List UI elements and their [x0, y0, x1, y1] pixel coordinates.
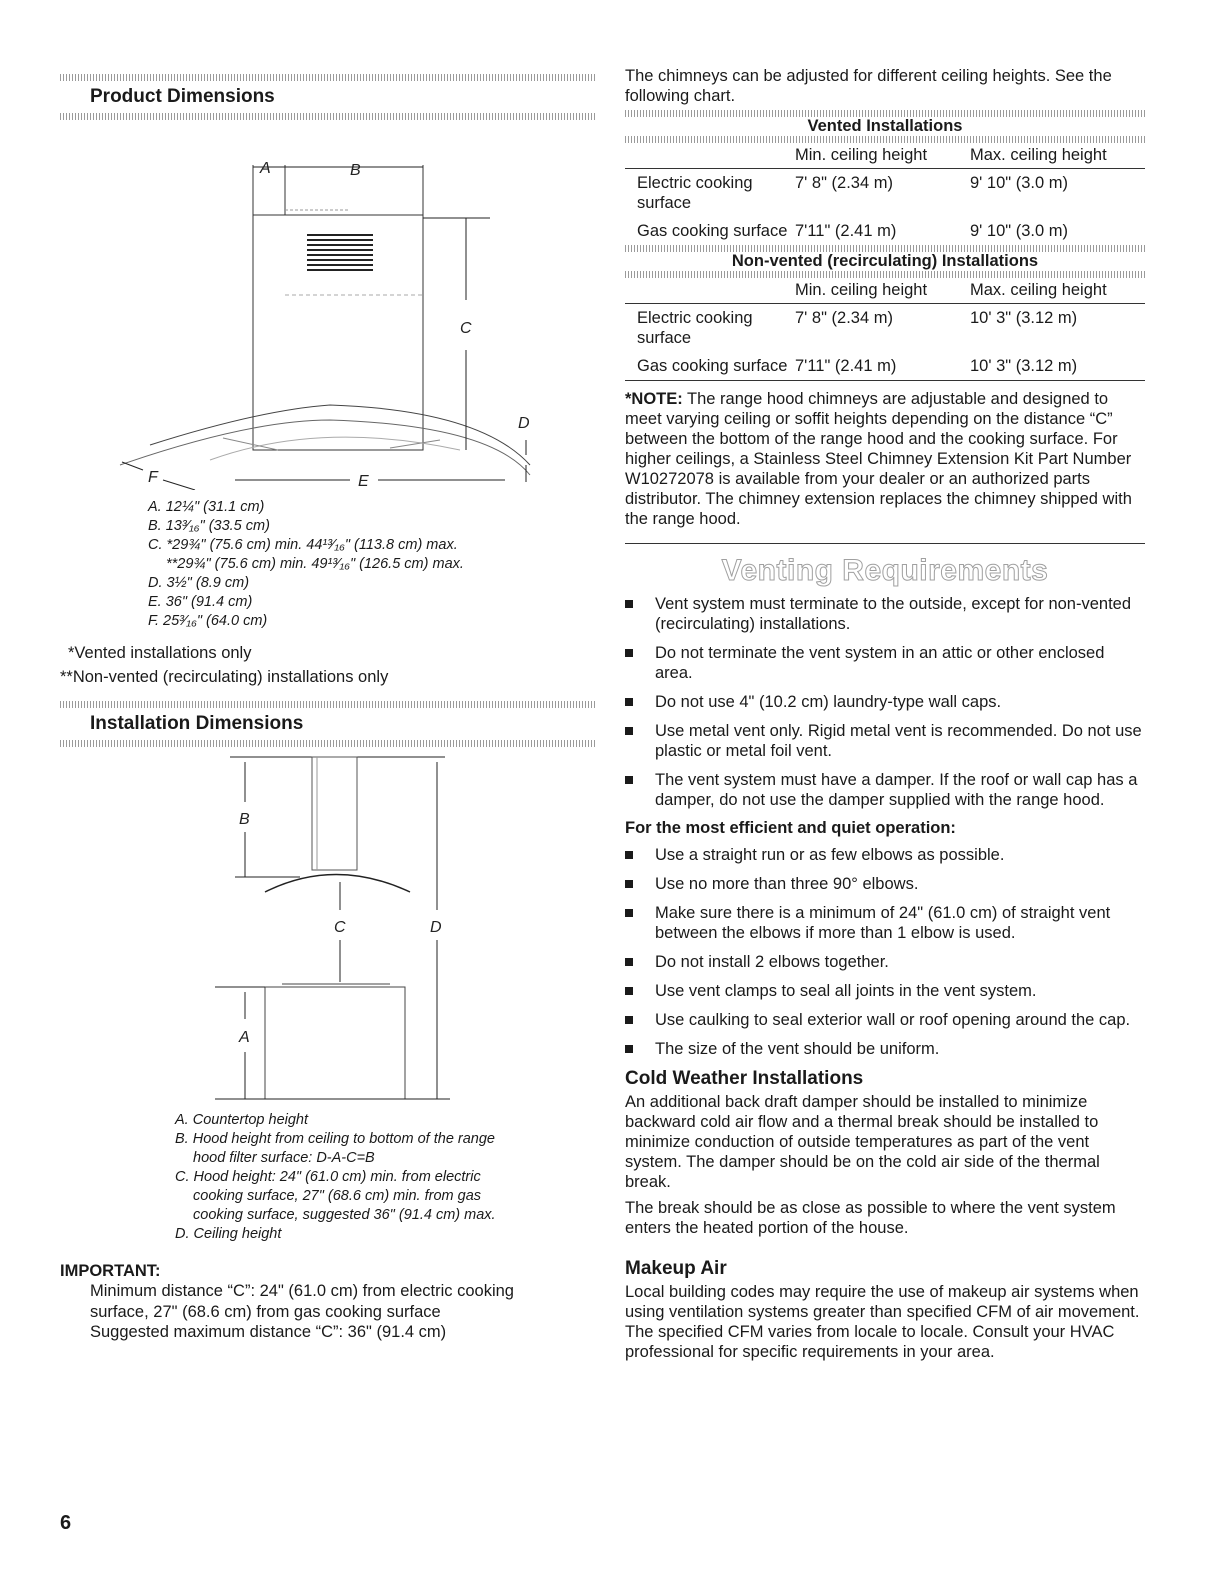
installation-dimensions-title: Installation Dimensions [90, 713, 304, 734]
important-text [90, 1281, 595, 1343]
section-rule [60, 74, 595, 81]
table-row [625, 304, 1145, 353]
label-a: A [260, 160, 271, 177]
col-max-header: Max. ceiling height [970, 143, 1145, 169]
label-c: C [460, 320, 472, 337]
legend-item: **29¾" (75.6 cm) min. 49¹³⁄₁₆" (126.5 cm) max. [166, 556, 464, 572]
label-b: B [350, 162, 361, 179]
table-header-row [625, 143, 1145, 169]
list-item: Do not install 2 elbows together. [625, 952, 1145, 972]
legend-item: F. 25³⁄₁₆" (64.0 cm) [148, 613, 268, 629]
chimney-intro: The chimneys can be adjusted for different ceiling heights. See the following chart. [625, 67, 1112, 105]
product-dimensions-diagram [60, 120, 595, 490]
makeup-air-p1: Local building codes may require the use of makeup air systems when using ventilation systems greater than specified CFM of air movement. The specified CFM varies from locale to locale. Consult your HVAC professional for specific requirements in your area. [625, 1283, 1140, 1361]
legend-item: C. *29¾" (75.6 cm) min. 44¹³⁄₁₆" (113.8 cm) max. [148, 537, 458, 553]
legend-item: A. Countertop height [175, 1112, 309, 1128]
list-item: Make sure there is a minimum of 24" (61.0 cm) of straight vent between the elbows if more than 1 elbow is used. [625, 903, 1145, 943]
section-rule [60, 701, 595, 708]
installation-dimensions-diagram [60, 747, 595, 1107]
table-row [625, 352, 1145, 380]
list-item: The size of the vent should be uniform. [625, 1039, 1145, 1059]
row-min: 7' 8" (2.34 m) [795, 174, 893, 192]
legend-item: D. Ceiling height [175, 1226, 282, 1242]
list-item: Use vent clamps to seal all joints in the vent system. [625, 981, 1145, 1001]
col-max-header: Max. ceiling height [970, 278, 1145, 304]
legend-item: D. 3½" (8.9 cm) [148, 575, 250, 591]
row-label: Gas cooking surface [637, 222, 788, 240]
important-line: Minimum distance “C”: 24" (61.0 cm) from electric cooking [90, 1282, 514, 1300]
col-min-header: Min. ceiling height [795, 278, 970, 304]
venting-bullets [625, 594, 1145, 810]
label-f: F [148, 469, 158, 486]
section-rule [60, 113, 595, 120]
row-max: 10' 3" (3.12 m) [970, 309, 1078, 327]
list-item: Do not use 4" (10.2 cm) laundry-type wall caps. [625, 692, 1145, 712]
label-d: D [430, 919, 442, 936]
venting-requirements-title: Venting Requirements [721, 554, 1049, 587]
list-item: Do not terminate the vent system in an attic or other enclosed area. [625, 643, 1145, 683]
vented-table-title: Vented Installations [807, 117, 963, 135]
legend-item: C. Hood height: 24" (61.0 cm) min. from electric [175, 1169, 481, 1185]
table-rule [625, 110, 1145, 117]
legend-item: B. Hood height from ceiling to bottom of the range [175, 1131, 495, 1147]
legend-item: cooking surface, suggested 36" (91.4 cm) max. [193, 1207, 496, 1223]
cold-weather-p2: The break should be as close as possible to where the vent system enters the heated portion of the house. [625, 1199, 1116, 1237]
legend-item: hood filter surface: D-A-C=B [193, 1150, 375, 1166]
col-min-header: Min. ceiling height [795, 143, 970, 169]
list-item: Use metal vent only. Rigid metal vent is recommended. Do not use plastic or metal foil vent. [625, 721, 1145, 761]
label-a: A [239, 1029, 250, 1046]
legend-item: B. 13³⁄₁₆" (33.5 cm) [148, 518, 270, 534]
row-label: Gas cooking surface [637, 357, 788, 375]
label-d: D [518, 415, 530, 432]
important-label: IMPORTANT: [60, 1262, 161, 1280]
table-row [625, 169, 1145, 218]
table-rule [625, 271, 1145, 278]
product-dimensions-title: Product Dimensions [90, 86, 275, 107]
cold-weather-p1: An additional back draft damper should be installed to minimize backward cold air flow and a thermal break should be installed to minimize conduction of outside temperatures as part of the vent system. The damper should be on the cold air side of the thermal break. [625, 1093, 1100, 1191]
table-header-row [625, 278, 1145, 304]
row-min: 7' 8" (2.34 m) [795, 309, 893, 327]
row-max: 10' 3" (3.12 m) [970, 357, 1078, 375]
nonvented-table [625, 278, 1145, 380]
note-label: *NOTE: [625, 390, 683, 408]
vented-only-note: *Vented installations only [68, 644, 252, 662]
nonvented-table-title: Non-vented (recirculating) Installations [731, 252, 1039, 270]
table-rule [625, 245, 1145, 252]
row-min: 7'11" (2.41 m) [795, 222, 897, 240]
list-item: The vent system must have a damper. If the roof or wall cap has a damper, do not use the damper supplied with the range hood. [625, 770, 1145, 810]
table-row [625, 217, 1145, 245]
product-dimensions-legend [148, 498, 595, 631]
list-item: Use no more than three 90° elbows. [625, 874, 1145, 894]
chimney-note [625, 380, 1145, 544]
row-label: Electric cooking surface [637, 174, 753, 212]
vented-table [625, 143, 1145, 245]
vent-grille [307, 235, 373, 270]
left-column [60, 0, 595, 1343]
important-line: surface, 27" (68.6 cm) from gas cooking surface [90, 1302, 441, 1321]
nonvented-only-note: **Non-vented (recirculating) installations only [60, 668, 389, 686]
note-text: The range hood chimneys are adjustable and designed to meet varying ceiling or soffit heights depending on the distance “C” between the bottom of the range hood and the cooking surface. For higher ceilings, a Stainless Steel Chimney Extension Kit Part Number W10272078 is available from your dealer or an authorized parts distributor. The chimney extension replaces the chimney shipped with the range hood. [625, 390, 1132, 528]
important-line: Suggested maximum distance “C”: 36" (91.4 cm) [90, 1323, 447, 1341]
section-rule [60, 740, 595, 747]
list-item: Use caulking to seal exterior wall or roof opening around the cap. [625, 1010, 1145, 1030]
row-min: 7'11" (2.41 m) [795, 357, 897, 375]
row-label: Electric cooking surface [637, 309, 753, 347]
legend-item: E. 36" (91.4 cm) [148, 594, 253, 610]
installation-dimensions-legend [175, 1111, 595, 1244]
table-rule [625, 136, 1145, 143]
label-b: B [239, 811, 250, 828]
label-e: E [358, 473, 369, 490]
label-c: C [334, 919, 346, 936]
efficient-operation-title: For the most efficient and quiet operation: [625, 819, 956, 837]
legend-item: cooking surface, 27" (68.6 cm) min. from gas [193, 1188, 482, 1204]
list-item: Use a straight run or as few elbows as possible. [625, 845, 1145, 865]
right-column [625, 66, 1145, 1362]
page-number: 6 [60, 1512, 72, 1534]
legend-item: A. 12¼" (31.1 cm) [148, 499, 265, 515]
list-item: Vent system must terminate to the outside, except for non-vented (recirculating) installations. [625, 594, 1145, 634]
efficient-bullets [625, 845, 1145, 1059]
makeup-air-title: Makeup Air [625, 1258, 727, 1279]
cold-weather-title: Cold Weather Installations [625, 1068, 864, 1089]
row-max: 9' 10" (3.0 m) [970, 222, 1068, 240]
row-max: 9' 10" (3.0 m) [970, 174, 1068, 192]
